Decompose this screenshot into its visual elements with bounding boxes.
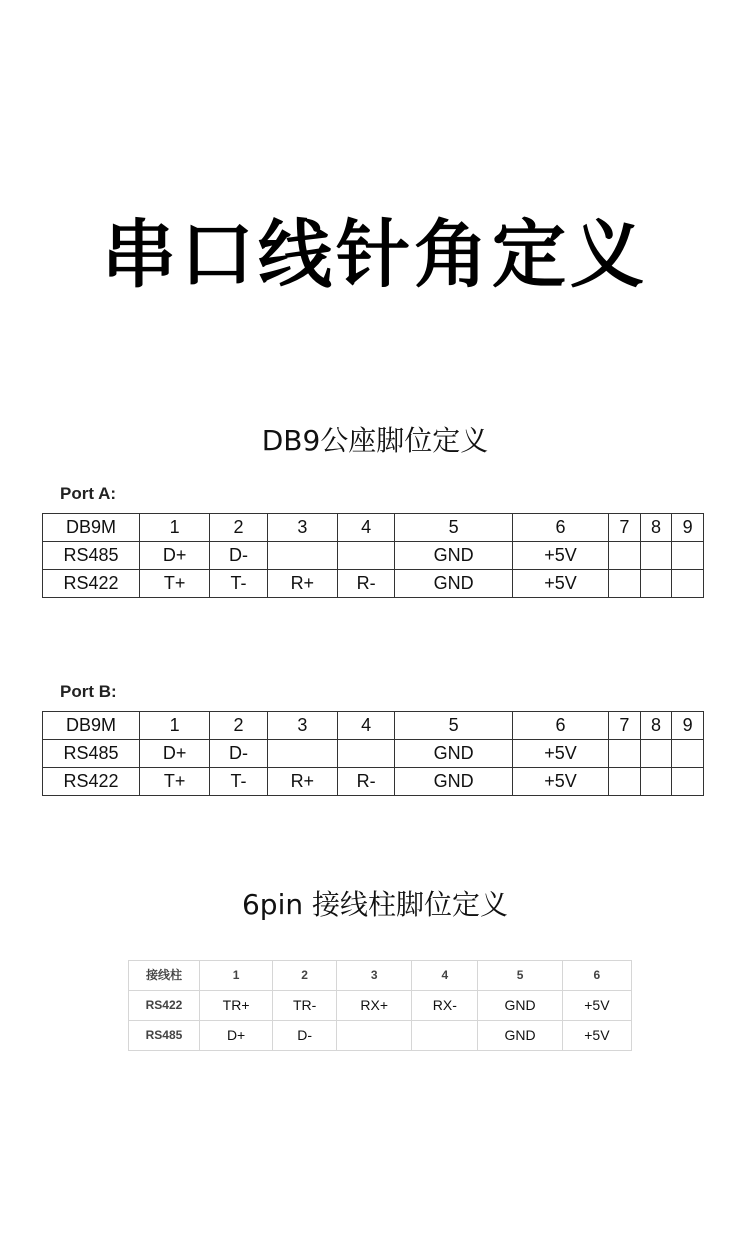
pin-cell: 1 <box>140 514 210 542</box>
pin-cell: 2 <box>210 712 267 740</box>
pin-cell: 3 <box>337 961 412 991</box>
port-a-label: Port A: <box>60 484 117 503</box>
pin-cell: 9 <box>672 712 704 740</box>
pin-cell: D- <box>210 740 267 768</box>
table-header-row <box>43 514 704 542</box>
pin-cell: TR+ <box>200 991 273 1021</box>
row-label-cell: RS485 <box>129 1021 200 1051</box>
pin-cell: RX+ <box>337 991 412 1021</box>
pin-cell: 9 <box>672 514 704 542</box>
pin-cell: 1 <box>140 712 210 740</box>
pin-cell <box>609 542 641 570</box>
six-pin-section-title: 6pin 接线柱脚位定义 <box>241 888 508 921</box>
pin-cell: 5 <box>478 961 562 991</box>
row-label-cell: RS422 <box>43 768 140 796</box>
pin-cell <box>337 542 394 570</box>
port-b-pin-table <box>42 711 704 796</box>
pin-cell: +5V <box>512 740 608 768</box>
pin-cell: D+ <box>140 740 210 768</box>
pin-cell: 1 <box>200 961 273 991</box>
pin-cell: R+ <box>267 570 337 598</box>
pin-cell <box>640 740 672 768</box>
pin-cell <box>609 570 641 598</box>
pin-cell: +5V <box>512 570 608 598</box>
pin-cell: 7 <box>609 514 641 542</box>
port-b-table-body <box>43 712 704 796</box>
table-row <box>43 570 704 598</box>
row-label-cell: RS485 <box>43 542 140 570</box>
pin-cell: D- <box>273 1021 337 1051</box>
table-row <box>43 542 704 570</box>
pin-cell: 6 <box>512 514 608 542</box>
pin-cell: 8 <box>640 514 672 542</box>
pin-cell: GND <box>395 740 513 768</box>
pin-cell: +5V <box>512 542 608 570</box>
pin-cell: GND <box>478 991 562 1021</box>
row-label-cell: RS422 <box>129 991 200 1021</box>
port-a-table-body <box>43 514 704 598</box>
pin-cell: 8 <box>640 712 672 740</box>
pin-cell: GND <box>395 542 513 570</box>
pin-cell <box>267 542 337 570</box>
pin-cell: 4 <box>337 514 394 542</box>
pin-cell: TR- <box>273 991 337 1021</box>
pin-cell: R- <box>337 570 394 598</box>
six-pin-table-body <box>129 961 632 1051</box>
pin-cell: GND <box>478 1021 562 1051</box>
six-pin-table <box>128 960 632 1051</box>
pin-cell: GND <box>395 768 513 796</box>
pin-cell: 3 <box>267 712 337 740</box>
pin-cell <box>640 542 672 570</box>
pin-cell: 5 <box>395 514 513 542</box>
table-header-row <box>129 961 632 991</box>
row-label-cell: RS422 <box>43 570 140 598</box>
pin-cell <box>640 570 672 598</box>
pin-cell <box>640 768 672 796</box>
pin-cell <box>672 542 704 570</box>
pin-cell <box>337 740 394 768</box>
port-a-pin-table <box>42 513 704 598</box>
pin-cell: +5V <box>512 768 608 796</box>
pin-cell <box>412 1021 478 1051</box>
table-row <box>129 991 632 1021</box>
pin-cell: T- <box>210 570 267 598</box>
pin-cell: T+ <box>140 570 210 598</box>
pin-cell: R- <box>337 768 394 796</box>
pin-cell: 6 <box>562 961 631 991</box>
port-b-label: Port B: <box>60 682 117 701</box>
pin-cell: +5V <box>562 1021 631 1051</box>
table-row <box>43 768 704 796</box>
row-label-cell: RS485 <box>43 740 140 768</box>
table-header-row <box>43 712 704 740</box>
pin-cell: D+ <box>200 1021 273 1051</box>
pin-cell <box>672 768 704 796</box>
pin-cell: 4 <box>412 961 478 991</box>
pin-cell: T+ <box>140 768 210 796</box>
pin-cell: D- <box>210 542 267 570</box>
row-label-cell: 接线柱 <box>129 961 200 991</box>
pin-cell <box>609 768 641 796</box>
table-row <box>43 740 704 768</box>
pin-cell: R+ <box>267 768 337 796</box>
pin-cell: RX- <box>412 991 478 1021</box>
pin-cell: 5 <box>395 712 513 740</box>
pin-cell: 6 <box>512 712 608 740</box>
pin-cell: 4 <box>337 712 394 740</box>
pin-cell <box>337 1021 412 1051</box>
pin-cell: T- <box>210 768 267 796</box>
pin-cell: 2 <box>273 961 337 991</box>
pin-cell: 2 <box>210 514 267 542</box>
pin-cell <box>609 740 641 768</box>
pin-cell <box>672 570 704 598</box>
pin-cell: 3 <box>267 514 337 542</box>
pin-cell: GND <box>395 570 513 598</box>
pin-cell <box>267 740 337 768</box>
pin-cell: D+ <box>140 542 210 570</box>
pin-cell: +5V <box>562 991 631 1021</box>
row-label-cell: DB9M <box>43 712 140 740</box>
table-row <box>129 1021 632 1051</box>
pin-cell <box>672 740 704 768</box>
row-label-cell: DB9M <box>43 514 140 542</box>
pin-cell: 7 <box>609 712 641 740</box>
db9-section-title: DB9公座脚位定义 <box>261 424 489 457</box>
page-title: 串口线针角定义 <box>102 212 648 298</box>
